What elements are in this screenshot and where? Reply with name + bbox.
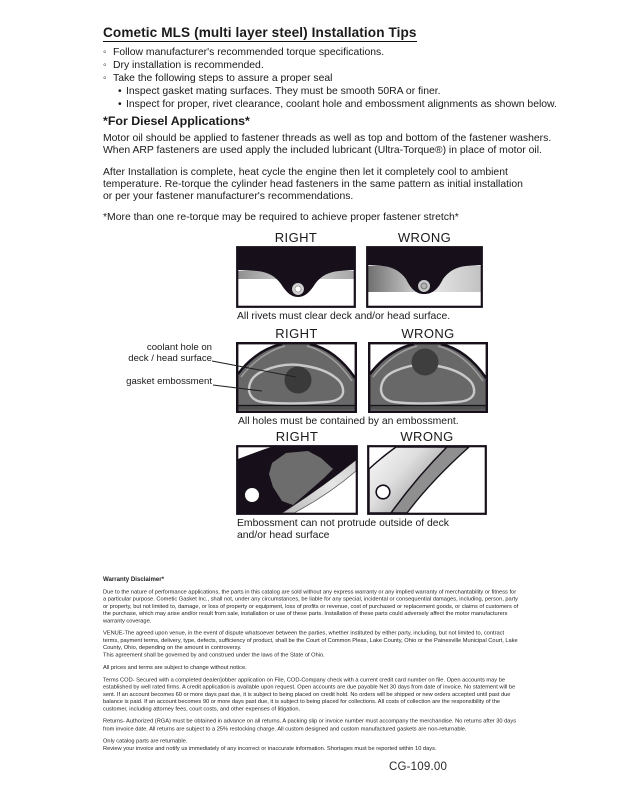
embossment-wrong-diagram bbox=[367, 445, 487, 515]
list-item bbox=[103, 85, 557, 98]
legal-paragraph: Terms COD- Secured with a completed dealer/jobber application on File, COD-Company check with a current credit card number on file. Open accounts may be established by well rated firms. A credit application is available upon request. Open accounts are due payable Net 30 days from date of invoice. No statement will be sent. If an account becomes 60 or more days past due, it is subject to being placed on credit hold. No orders will be shipped or new orders accepted until past due balance is paid. If an account becomes 90 or more days past due, it is subject to being placed for collections. All costs of collection are the responsibility of the customer, including attorney fees, court costs, and other expenses of litigation. bbox=[103, 676, 516, 713]
installation-tips-list bbox=[103, 46, 557, 111]
bolt-hole bbox=[245, 488, 259, 502]
open-bullet-icon: ◦ bbox=[103, 60, 107, 72]
list-item bbox=[103, 46, 557, 59]
coolant-wrong-diagram bbox=[368, 342, 488, 413]
deck-flange-right bbox=[236, 445, 358, 515]
legal-heading: Warranty Disclaimer* bbox=[103, 576, 165, 583]
right-label: RIGHT bbox=[275, 429, 319, 444]
page-title: Cometic MLS (multi layer steel) Installation Tips bbox=[103, 25, 417, 40]
open-bullet-icon: ◦ bbox=[103, 73, 107, 85]
wrong-label: WRONG bbox=[400, 429, 454, 444]
section-heading: *For Diesel Applications* bbox=[103, 114, 250, 128]
legal-paragraph: Review your invoice and notify us immediately of any incorrect or inaccurate information. Shortages must be reported within 10 days. bbox=[103, 745, 437, 752]
list-item bbox=[103, 59, 557, 72]
legal-paragraph: All prices and terms are subject to change without notice. bbox=[103, 664, 247, 671]
rivet-right-diagram bbox=[236, 246, 356, 308]
paragraph-line: temperature. Re-torque the cylinder head fasteners in the same pattern as initial installation bbox=[103, 178, 523, 190]
right-label: RIGHT bbox=[274, 230, 318, 245]
filled-bullet-icon: • bbox=[118, 99, 122, 111]
coolant-hole bbox=[412, 349, 439, 376]
warranty-disclaimer-section bbox=[103, 576, 519, 752]
list-item bbox=[103, 98, 557, 111]
bolt-hole bbox=[376, 485, 390, 499]
callout-leader-lines bbox=[100, 340, 340, 400]
wrong-label: WRONG bbox=[397, 230, 452, 245]
row2-caption: All holes must be contained by an embossment. bbox=[238, 416, 459, 427]
wrong-label: WRONG bbox=[401, 326, 455, 341]
coolant-hole-callout: coolant hole on deck / head surface bbox=[128, 342, 212, 364]
legal-paragraph: Only catalog parts are returnable. bbox=[103, 737, 188, 745]
list-item bbox=[103, 72, 557, 85]
embossment-right-diagram bbox=[236, 445, 358, 515]
legal-paragraph: VENUE-The agreed upon venue, in the event of dispute whatsoever between the parties, whether instituted by either party, including, but not limited to, contract terms, payment terms, delivery, type, defects, sufficiency of product, shall be the Court of Common Pleas, Lake County, Ohio or the Painesville Municipal Court, Lake County, Ohio, depending on the amount in controversy. bbox=[103, 629, 518, 651]
paragraph-line: When ARP fasteners are used apply the included lubricant (Ultra-Torque®) in place of motor oil. bbox=[103, 144, 542, 156]
row1-caption: All rivets must clear deck and/or head surface. bbox=[237, 311, 451, 322]
tip-text: Dry installation is recommended. bbox=[113, 60, 264, 72]
diesel-applications-section bbox=[103, 116, 551, 224]
embossment-callout: gasket embossment bbox=[126, 376, 212, 387]
right-label: RIGHT bbox=[275, 326, 318, 341]
tip-text: Follow manufacturer's recommended torque specifications. bbox=[113, 47, 385, 58]
gasket-cross-section-right bbox=[236, 246, 356, 308]
rivet-wrong-diagram bbox=[366, 246, 483, 308]
gasket-top-view-wrong bbox=[368, 342, 488, 413]
deck-flange-wrong bbox=[367, 445, 487, 515]
paragraph-line: After Installation is complete, heat cycle the engine then let it completely cool to ambient bbox=[103, 166, 508, 178]
paragraph-line: or per your fastener manufacturer's recommendations. bbox=[103, 190, 354, 202]
paragraph-line: Motor oil should be applied to fastener threads as well as top and bottom of the fastener washers. bbox=[103, 132, 552, 144]
tip-text: Take the following steps to assure a proper seal bbox=[113, 73, 333, 85]
legal-paragraph: Returns- Authorized (RGA) must be obtained in advance on all returns. A packing slip or invoice number must accompany the merchandise. No returns after 30 days from invoice date. All returns are subject to a 25% restocking charge. All custom designed and custom manufactured gaskets are non-returnable. bbox=[103, 718, 517, 732]
legal-paragraph: This agreement shall be governed by and construed under the laws of the State of Ohio. bbox=[103, 651, 325, 659]
retorque-note: *More than one re-torque may be required to achieve proper fastener stretch* bbox=[103, 212, 459, 224]
legal-paragraph: Due to the nature of performance applications, the parts in this catalog are sold without any express warranty or any implied warranty of merchantability or fitness for a particular purpose. Cometic Gasket Inc., shall not, under any circumstances, be liable for any special, incidental or consequential damages, including, person, party or property, but not limited to, damage, or loss of property or equipment, loss of profits or revenue, cost of purchased or replacement goods, or claims of customers of the purchase, which may arise and/or result from sale, installation or use of these parts. Installation of these parts could adversely affect the motor manufacturers warranty coverage. bbox=[103, 588, 519, 624]
gasket-cross-section-wrong bbox=[366, 246, 483, 308]
tip-text: Inspect gasket mating surfaces. They must be smooth 50RA or finer. bbox=[126, 86, 441, 98]
open-bullet-icon: ◦ bbox=[103, 47, 107, 58]
filled-bullet-icon: • bbox=[118, 86, 122, 98]
page-code: CG-109.00 bbox=[389, 761, 448, 773]
row3-caption: Embossment can not protrude outside of deck and/or head surface bbox=[237, 518, 449, 541]
tip-text: Inspect for proper, rivet clearance, coolant hole and embossment alignments as shown below. bbox=[126, 99, 557, 111]
